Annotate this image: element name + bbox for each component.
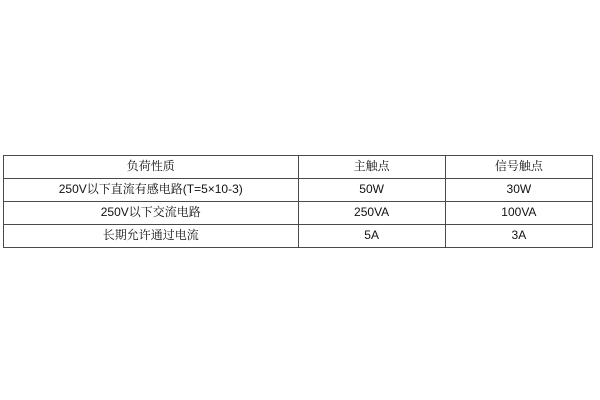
table-cell-signal-contact: 100VA [445, 202, 592, 225]
table-cell-load-nature: 250V以下直流有感电路(T=5×10-3) [4, 179, 299, 202]
table-cell-main-contact: 50W [298, 179, 445, 202]
table-cell-signal-contact: 3A [445, 225, 592, 248]
header-row [4, 156, 593, 179]
table-row-ac-circuit [4, 202, 593, 225]
table-row-dc-circuit [4, 179, 593, 202]
table-cell-main-contact: 5A [298, 225, 445, 248]
table-cell-main-contact: 250VA [298, 202, 445, 225]
table-cell-load-nature: 250V以下交流电路 [4, 202, 299, 225]
table-row-long-term-current [4, 225, 593, 248]
header-cell-main-contact: 主触点 [298, 156, 445, 179]
load-spec-table [3, 155, 593, 248]
header-cell-signal-contact: 信号触点 [445, 156, 592, 179]
table-cell-load-nature: 长期允许通过电流 [4, 225, 299, 248]
table-cell-signal-contact: 30W [445, 179, 592, 202]
header-cell-load-nature: 负荷性质 [4, 156, 299, 179]
